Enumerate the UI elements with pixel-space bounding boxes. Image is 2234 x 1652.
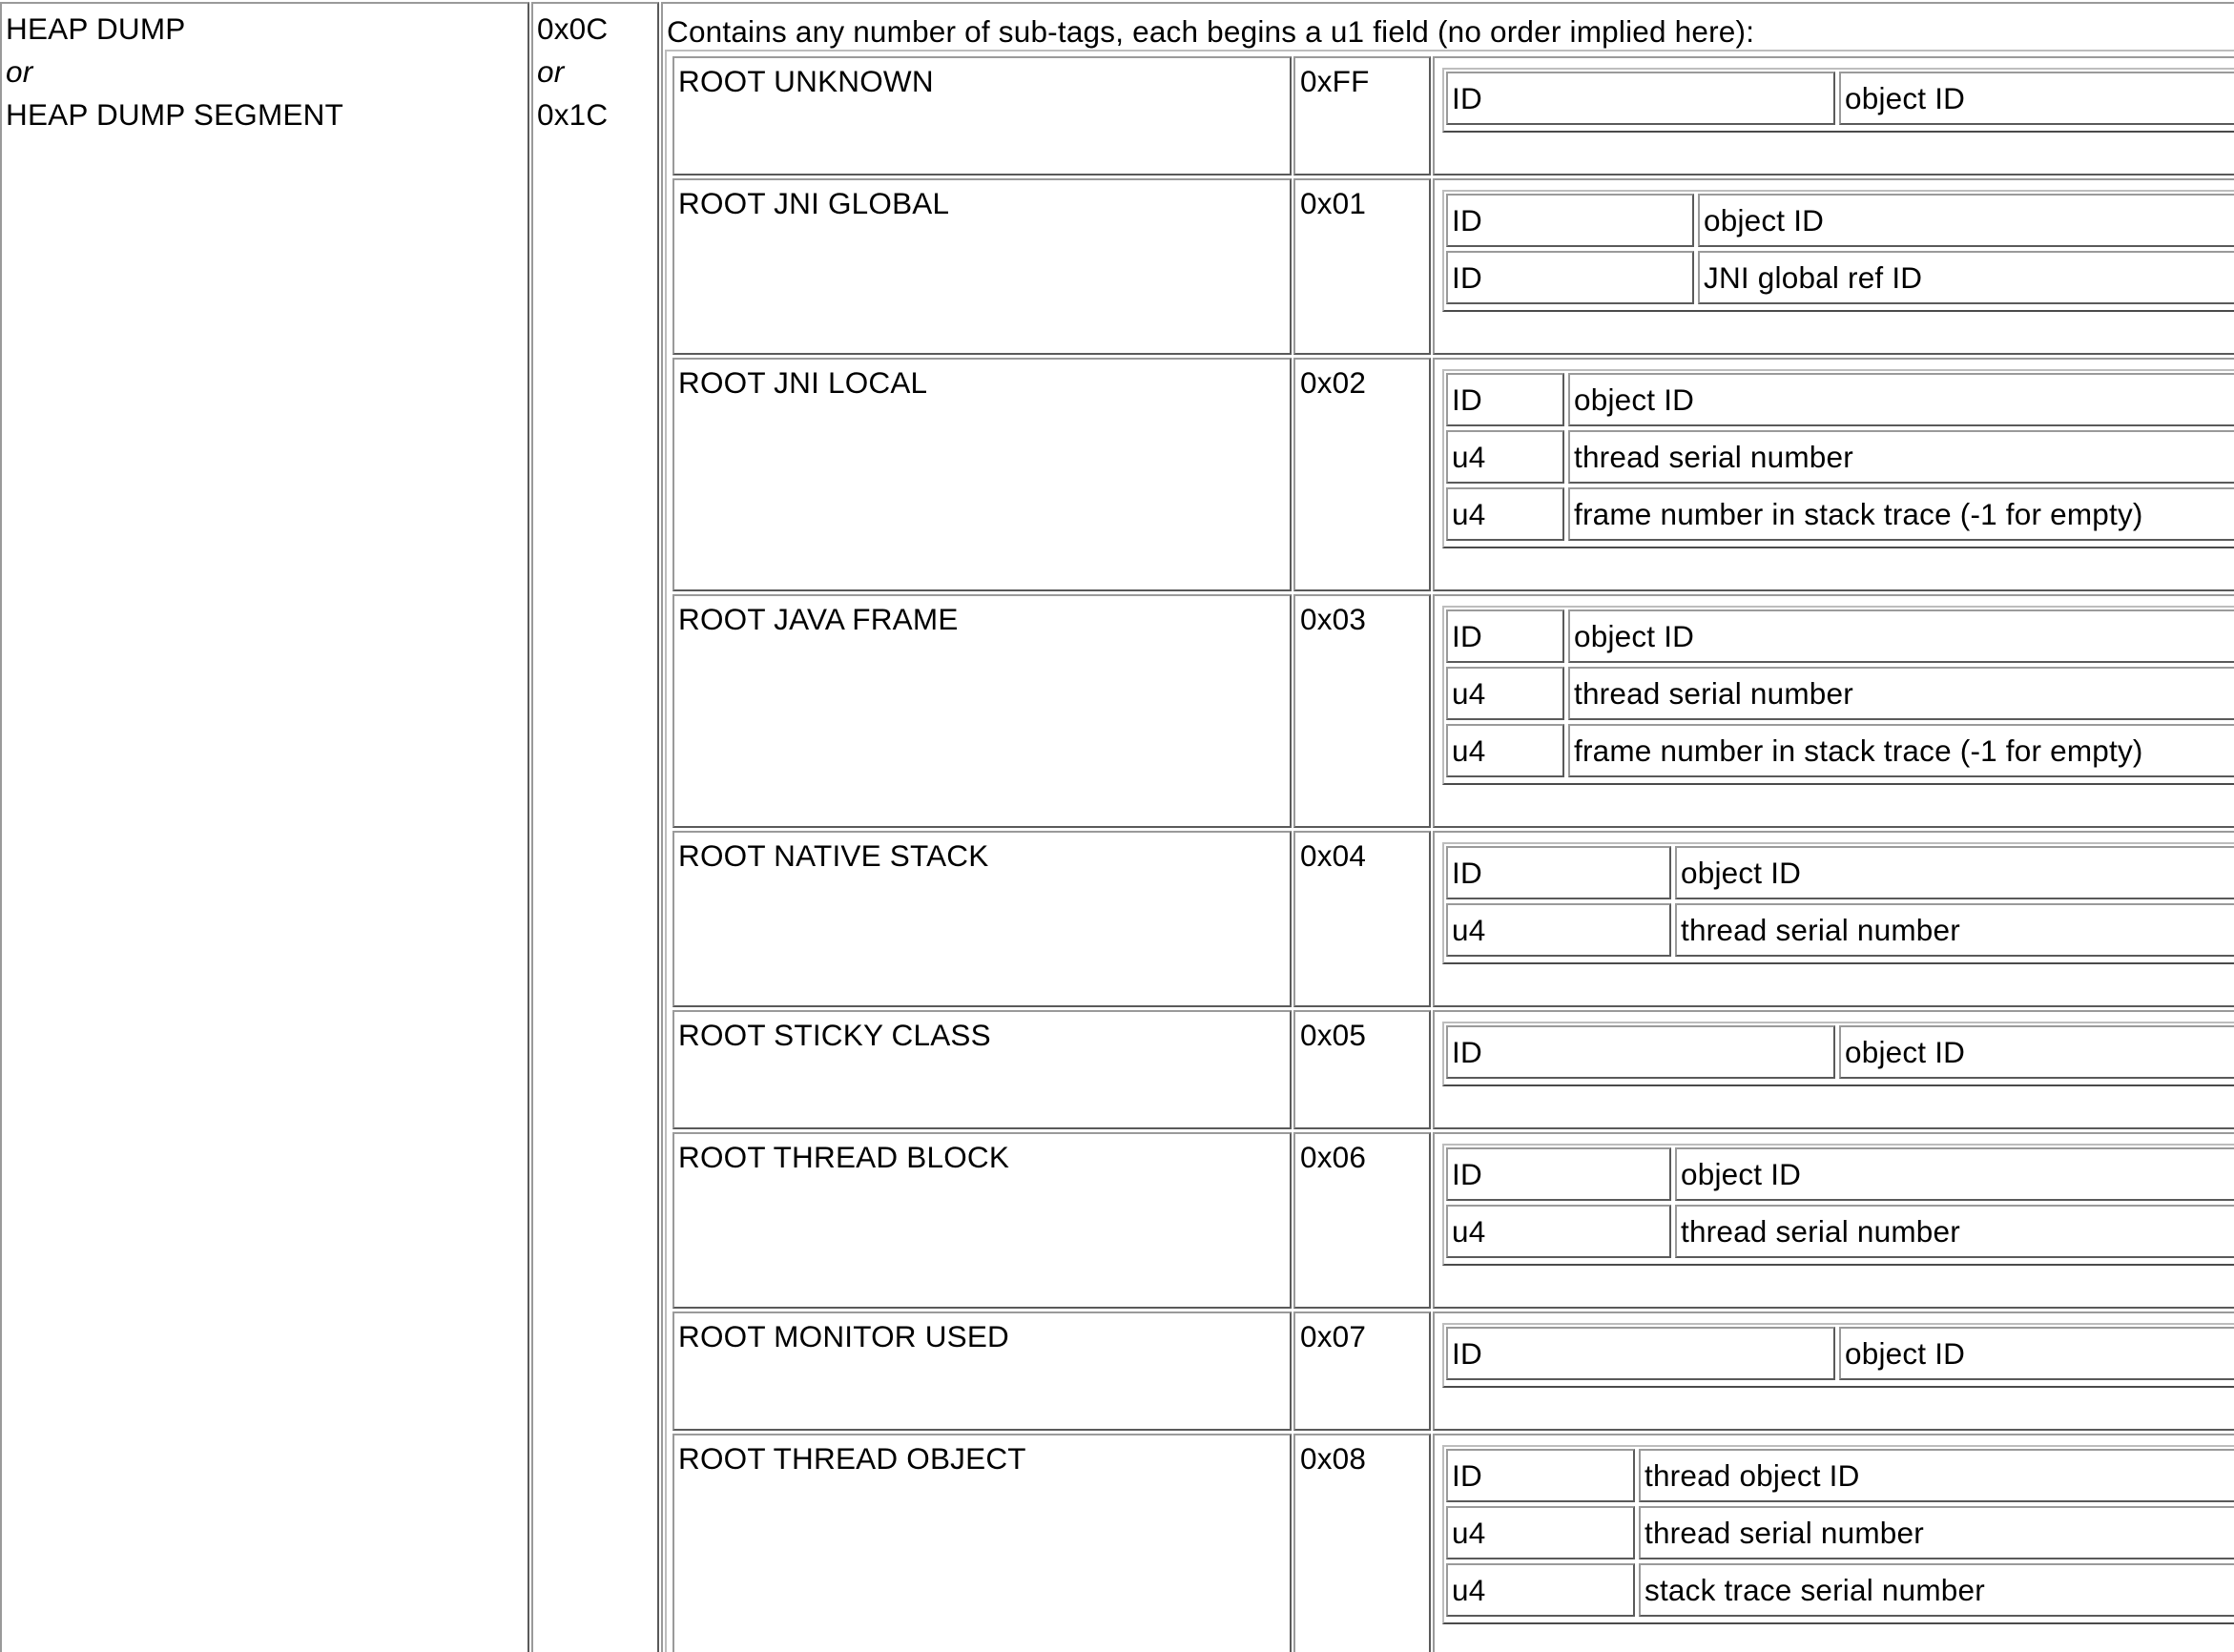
record-name-cell — [0, 2, 529, 1652]
field-type: u4 — [1452, 1214, 1486, 1249]
field-type: u4 — [1452, 733, 1486, 768]
subtag-tag: 0x08 — [1300, 1441, 1367, 1476]
record-description: Contains any number of sub-tags, each begins a u1 field (no order implied here): — [667, 14, 1755, 49]
field-type-cell — [1446, 72, 1835, 125]
field-type: ID — [1452, 1458, 1482, 1493]
field-desc: thread object ID — [1644, 1458, 1860, 1493]
subtag-name: ROOT UNKNOWN — [678, 64, 934, 98]
field-desc: frame number in stack trace (-1 for empty) — [1574, 497, 2143, 531]
field-type: u4 — [1452, 1516, 1486, 1550]
field-type: ID — [1452, 1035, 1482, 1069]
field-desc: object ID — [1704, 203, 1825, 237]
field-desc: object ID — [1845, 1336, 1966, 1371]
subtag-name: ROOT THREAD OBJECT — [678, 1441, 1026, 1476]
subtag-tag: 0x03 — [1300, 602, 1367, 636]
field-type: u4 — [1452, 1573, 1486, 1607]
record-name-line1: HEAP DUMP — [6, 11, 186, 46]
field-type: ID — [1452, 1336, 1482, 1371]
field-type: ID — [1452, 856, 1482, 890]
field-type-cell — [1446, 1327, 1835, 1380]
subtag-name: ROOT JNI GLOBAL — [678, 186, 950, 220]
field-type: ID — [1452, 81, 1482, 115]
field-desc: thread serial number — [1681, 1214, 1960, 1249]
field-type: u4 — [1452, 440, 1486, 474]
field-desc: object ID — [1681, 1157, 1802, 1191]
field-type-cell — [1446, 194, 1694, 247]
subtag-tag: 0x02 — [1300, 365, 1367, 400]
field-desc: thread serial number — [1574, 440, 1853, 474]
field-type: ID — [1452, 382, 1482, 417]
subtag-name: ROOT JNI LOCAL — [678, 365, 928, 400]
field-desc: object ID — [1681, 856, 1802, 890]
subtag-tag: 0x01 — [1300, 186, 1367, 220]
subtag-name: ROOT JAVA FRAME — [678, 602, 959, 636]
field-desc: object ID — [1574, 619, 1695, 653]
subtag-tag: 0x07 — [1300, 1319, 1367, 1353]
field-type: u4 — [1452, 676, 1486, 711]
record-tag-cell — [531, 2, 659, 1652]
field-type: u4 — [1452, 497, 1486, 531]
field-desc: object ID — [1574, 382, 1695, 417]
field-desc: thread serial number — [1644, 1516, 1924, 1550]
field-desc: stack trace serial number — [1644, 1573, 1985, 1607]
field-type: ID — [1452, 260, 1482, 295]
record-tag-or: or — [537, 54, 565, 89]
field-desc: object ID — [1845, 1035, 1966, 1069]
field-desc: thread serial number — [1681, 913, 1960, 947]
record-tag-line1: 0x0C — [537, 11, 609, 46]
field-type-cell — [1446, 1025, 1835, 1079]
record-tag-line2: 0x1C — [537, 97, 609, 132]
field-type: ID — [1452, 1157, 1482, 1191]
subtag-tag: 0x04 — [1300, 838, 1367, 873]
record-name-line2: HEAP DUMP SEGMENT — [6, 97, 344, 132]
field-type-cell — [1446, 251, 1694, 304]
field-type: u4 — [1452, 913, 1486, 947]
subtag-name: ROOT STICKY CLASS — [678, 1018, 991, 1052]
record-name-or: or — [6, 54, 33, 89]
field-type: ID — [1452, 619, 1482, 653]
subtag-tag: 0x06 — [1300, 1140, 1367, 1174]
subtag-tag: 0xFF — [1300, 64, 1370, 98]
field-type: ID — [1452, 203, 1482, 237]
field-desc: object ID — [1845, 81, 1966, 115]
field-desc: JNI global ref ID — [1704, 260, 1923, 295]
subtag-tag: 0x05 — [1300, 1018, 1367, 1052]
subtag-name: ROOT NATIVE STACK — [678, 838, 989, 873]
field-desc: frame number in stack trace (-1 for empty) — [1574, 733, 2143, 768]
field-desc: thread serial number — [1574, 676, 1853, 711]
subtag-name: ROOT THREAD BLOCK — [678, 1140, 1010, 1174]
subtag-name: ROOT MONITOR USED — [678, 1319, 1010, 1353]
